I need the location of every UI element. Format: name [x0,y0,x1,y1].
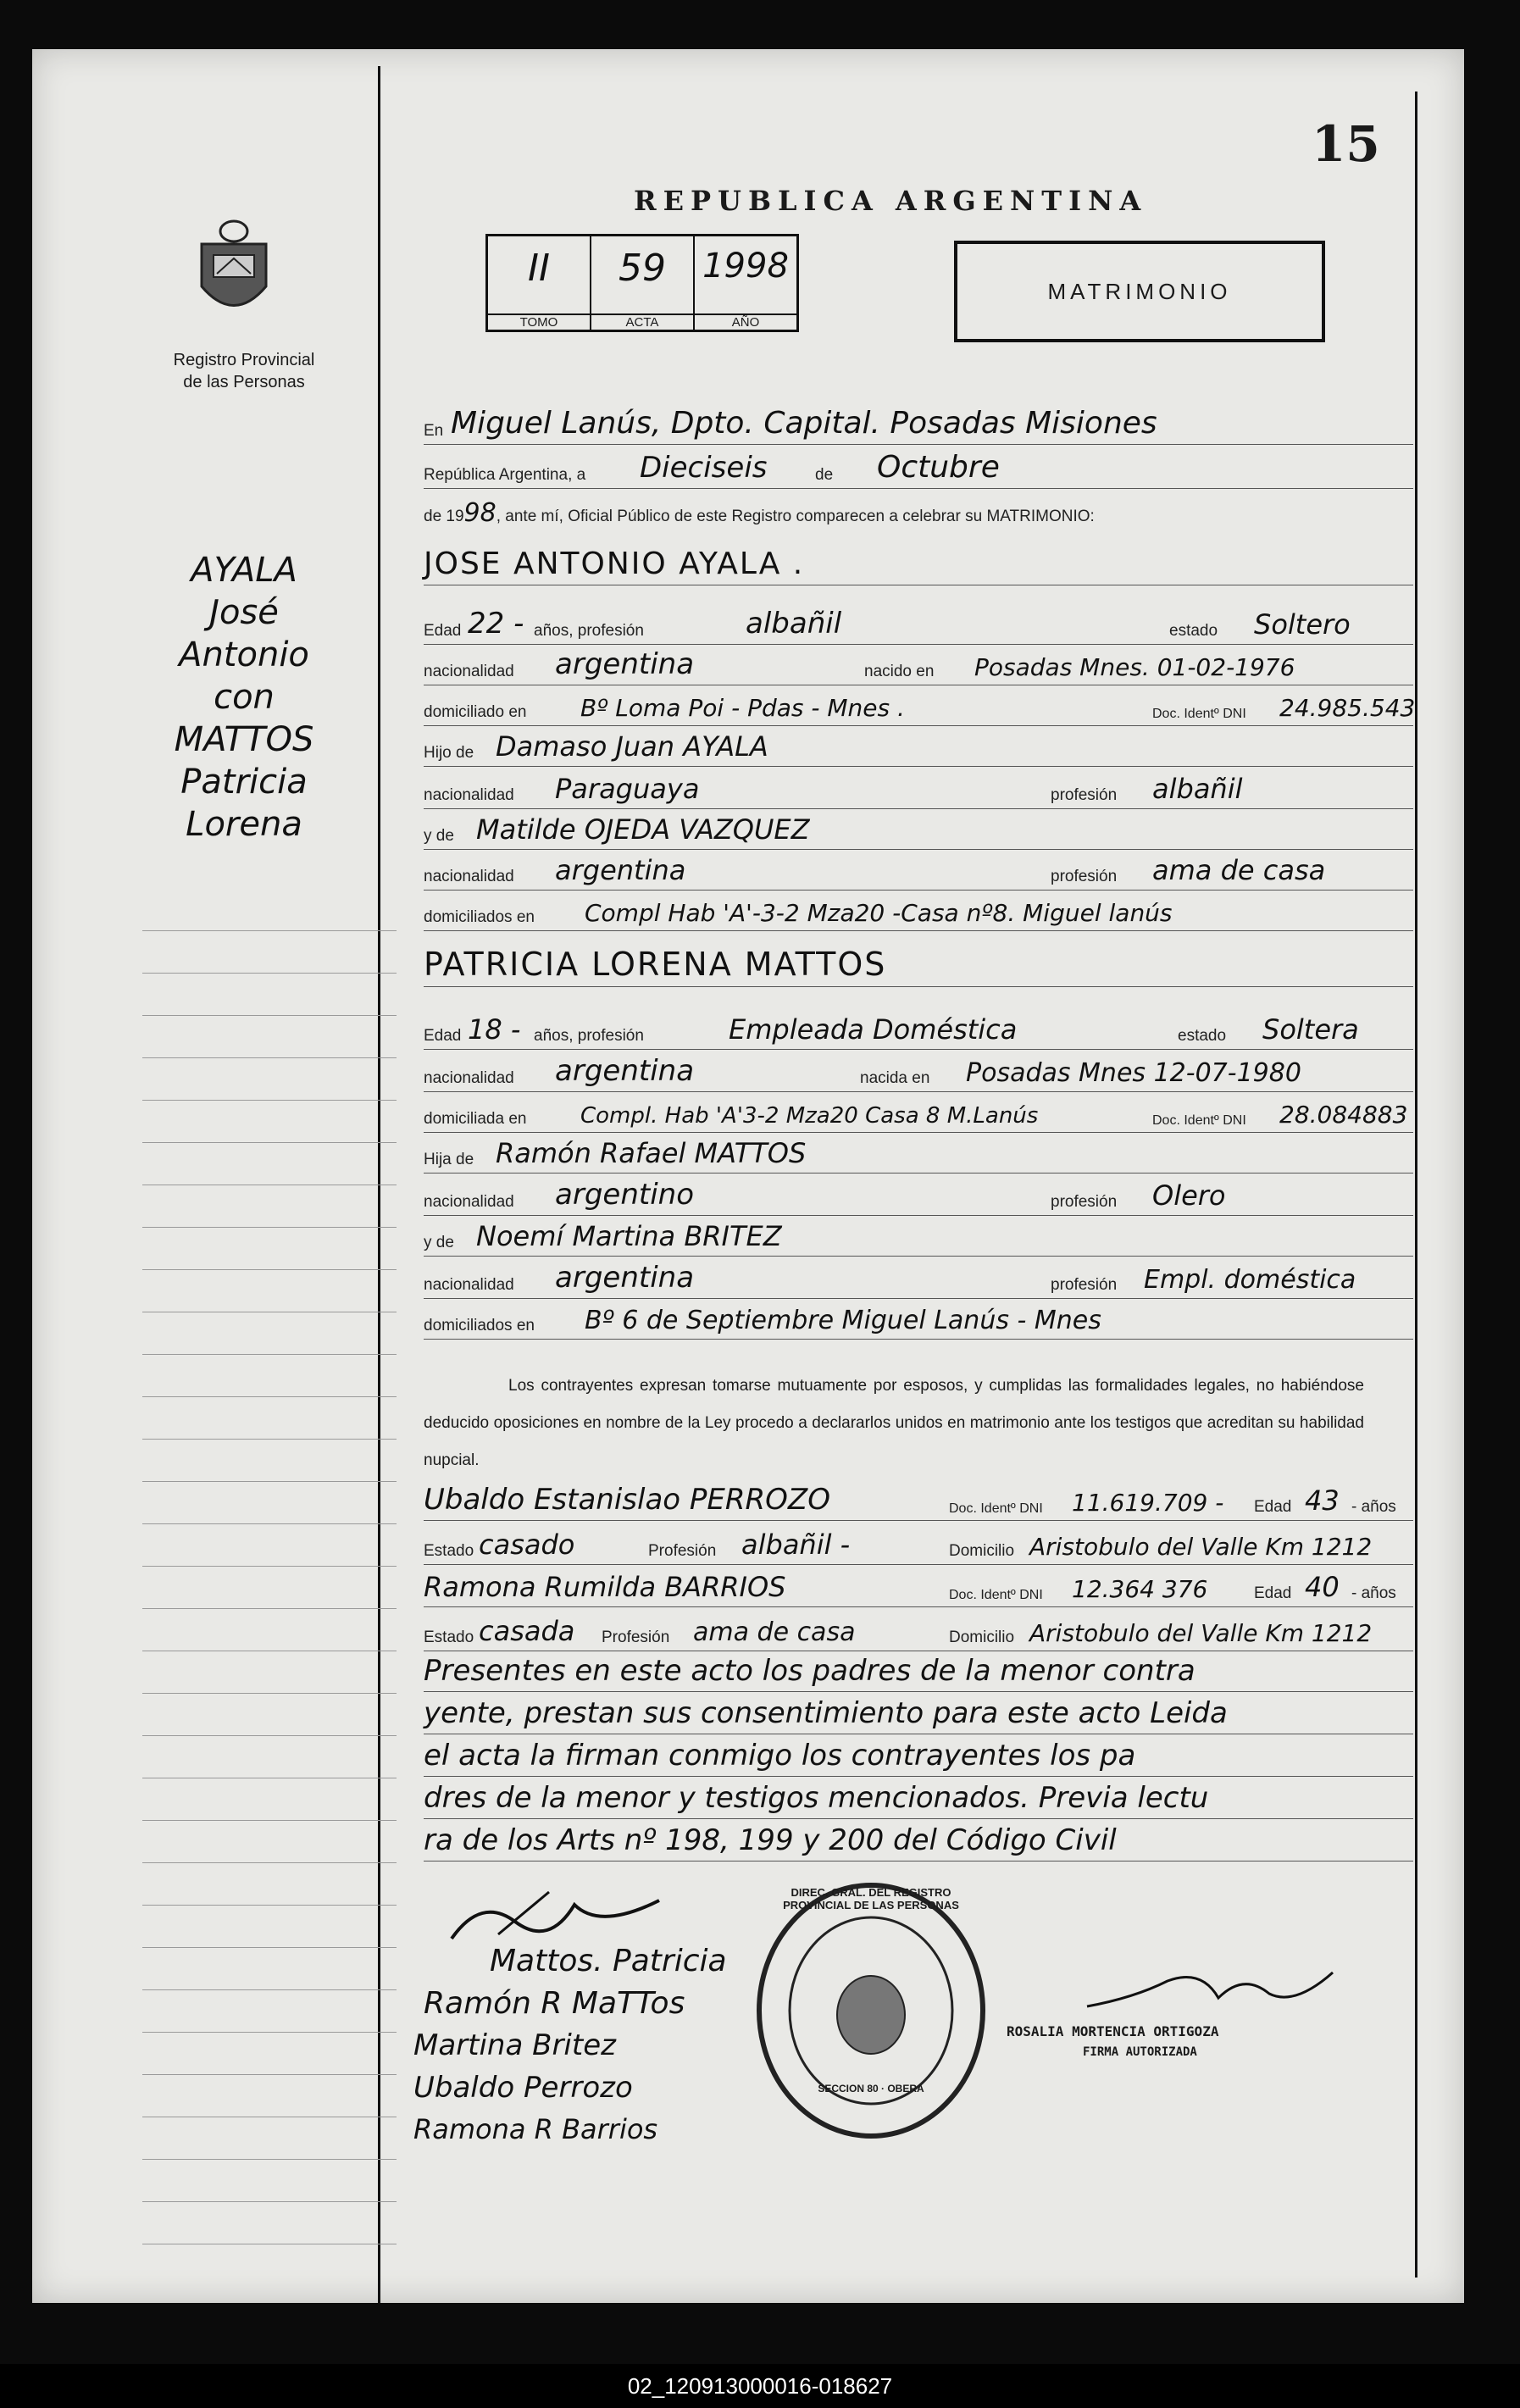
bride-address: Compl. Hab 'A'3-2 Mza20 Casa 8 M.Lanús [580,1103,1039,1129]
registry-name-line2: de las Personas [183,373,305,391]
groom-mother: Matilde OJEDA VAZQUEZ [476,813,810,846]
notes-line: el acta la firman conmigo los contrayentes los pa [424,1737,1413,1777]
witness-2-row: Ramona Rumilda BARRIOS Doc. Identº DNI 12.364 376 Edad 40 - años [424,1567,1413,1607]
margin-note-line: con [214,678,275,717]
margin-note-line: Lorena [186,805,302,844]
day-value: Dieciseis [640,451,768,485]
right-border [1415,92,1417,2278]
ano-value: 1998 [702,247,789,286]
year-suffix: 98 [463,498,496,528]
witness-2-address: Aristobulo del Valle Km 1212 [1029,1619,1373,1647]
witness-1-age: 43 [1305,1484,1340,1517]
witness-2-profession: ama de casa [693,1617,856,1647]
margin-note [142,549,346,846]
groom-mother-nat-row: nacionalidad argentina profesión ama de casa [424,851,1413,891]
groom-father-nat-row: nacionalidad Paraguaya profesión albañil [424,769,1413,809]
witness-1-detail-row: Estado casado Profesión albañil - Domicilio Aristobulo del Valle Km 1212 [424,1525,1413,1565]
bride-parents-address-row: domiciliados en Bº 6 de Septiembre Miguel Lanús - Mnes [424,1300,1413,1340]
groom-father-row: Hijo de Damaso Juan AYALA [424,727,1413,767]
bride-mother: Noemí Martina BRITEZ [476,1220,782,1252]
intro-year-row [424,498,1095,528]
margin-note-line: MATTOS [174,720,314,759]
groom-age-row: Edad 22 - años, profesión albañil estado Soltero [424,605,1413,645]
bride-age-row: Edad 18 - años, profesión Empleada Doméstica estado Soltera [424,1010,1413,1050]
groom-parents-address-row: domiciliados en Compl Hab 'A'-3-2 Mza20 -Casa nº8. Miguel lanús [424,891,1413,931]
notes-line: dres de la menor y testigos mencionados. Previa lectu [424,1779,1413,1819]
bride-father-row: Hija de Ramón Rafael MATTOS [424,1134,1413,1173]
signature-witness-1: Ubaldo Perrozo [413,2071,633,2105]
groom-nationality-row: nacionalidad argentina nacido en Posadas Mnes. 01-02-1976 [424,646,1413,685]
margin-note-line: Patricia [180,763,308,802]
bride-mother-row: y de Noemí Martina BRITEZ [424,1217,1413,1257]
de-label: de [815,466,834,484]
tomo-label: TOMO [488,313,590,330]
groom-name-row [424,546,1413,585]
groom-birthplace: Posadas Mnes. 01-02-1976 [974,653,1295,681]
bride-father-nationality: argentino [555,1178,694,1212]
witness-2-dni: 12.364 376 [1072,1575,1208,1603]
intro-statement: , ante mí, Oficial Público de este Registro comparecen a celebrar su MATRIMONIO: [496,508,1095,525]
document-page [32,49,1464,2303]
bride-mother-nationality: argentina [555,1261,695,1295]
bride-age: 18 - [468,1013,521,1046]
groom-address: Bº Loma Poi - Pdas - Mnes . [580,694,905,722]
stamp-inner-text: SECCION 80 · OBERA [818,2083,924,2095]
notes-line: yente, prestan sus consentimiento para este acto Leida [424,1695,1413,1734]
groom-dni: 24.985.543 [1279,694,1416,722]
signature-bride-mother: Martina Britez [413,2028,616,2062]
bride-dni: 28.084883 [1279,1101,1408,1129]
groom-name: JOSE ANTONIO AYALA . [424,547,805,581]
witness-1-civil-status: casado [479,1529,575,1561]
witness-2-civil-status: casada [479,1615,575,1647]
ano-label: AÑO [695,313,796,330]
acta-value: 59 [619,247,666,290]
republica-label: República Argentina, a [424,466,586,484]
official-name: ROSALIA MORTENCIA ORTIGOZA [1007,2023,1219,2039]
coat-of-arms-icon [191,214,276,325]
official-signature-icon [1083,1964,1337,2019]
en-label: En [424,422,444,440]
groom-signature-icon [447,1888,668,1951]
groom-mother-profession: ama de casa [1152,854,1326,886]
bride-nationality-row: nacionalidad argentina nacida en Posadas Mnes 12-07-1980 [424,1052,1413,1092]
bride-profession: Empleada Doméstica [729,1013,1018,1046]
margin-note-line: AYALA [191,551,297,590]
tomo-value: II [528,247,550,290]
month-value: Octubre [877,450,1000,485]
registry-seal-stamp [752,1879,990,2142]
country-heading: REPUBLICA ARGENTINA [634,185,1148,217]
bride-name-row [424,947,1413,987]
bride-father-nat-row: nacionalidad argentino profesión Olero [424,1176,1413,1216]
stamp-ring-text: DIREC. GRAL. DEL REGISTRO PROVINCIAL DE LAS PERSONAS [783,1886,959,1911]
witness-1-row: Ubaldo Estanislao PERROZO Doc. Identº DNI 11.619.709 - Edad 43 - años [424,1481,1413,1521]
margin-note-line: José [209,593,279,632]
bride-mother-profession: Empl. doméstica [1144,1265,1356,1295]
bride-address-row: domiciliada en Compl. Hab 'A'3-2 Mza20 Casa 8 M.Lanús Doc. Identº DNI 28.084883 [424,1093,1413,1133]
notes-line: ra de los Arts nº 198, 199 y 200 del Código Civil [424,1822,1413,1861]
intro-place-row [424,405,1413,445]
official-title: FIRMA AUTORIZADA [1083,2045,1197,2059]
witness-2-age: 40 [1305,1571,1340,1603]
registry-name-line1: Registro Provincial [173,351,315,369]
bride-mother-nat-row: nacionalidad argentina profesión Empl. doméstica [424,1259,1413,1299]
margin-note-line: Antonio [179,635,309,674]
bride-nationality: argentina [555,1054,695,1088]
witness-2-detail-row: Estado casada Profesión ama de casa Domicilio Aristobulo del Valle Km 1212 [424,1612,1413,1651]
year-prefix: de 19 [424,508,464,525]
groom-parents-address: Compl Hab 'A'-3-2 Mza20 -Casa nº8. Miguel lanús [585,899,1173,927]
witness-1-dni: 11.619.709 - [1072,1489,1224,1517]
tomo-acta-ano-table [485,234,799,332]
bride-civil-status: Soltera [1262,1013,1359,1046]
groom-profession: albañil [746,607,842,641]
groom-father: Damaso Juan AYALA [496,730,768,763]
acta-label: ACTA [591,313,693,330]
bride-name: PATRICIA LORENA MATTOS [424,946,887,983]
groom-father-profession: albañil [1152,773,1243,805]
notes-line: Presentes en este acto los padres de la menor contra [424,1652,1413,1692]
signature-witness-2: Ramona R Barrios [413,2113,658,2145]
scan-id-footer: 02_120913000016-018627 [0,2364,1520,2408]
groom-father-nationality: Paraguaya [555,773,700,805]
groom-mother-nationality: argentina [555,854,686,886]
signature-bride: Mattos. Patricia [490,1944,727,1978]
groom-mother-row: y de Matilde OJEDA VAZQUEZ [424,810,1413,850]
bride-parents-address: Bº 6 de Septiembre Miguel Lanús - Mnes [585,1306,1101,1335]
witness-1-profession: albañil - [741,1529,851,1561]
groom-civil-status: Soltero [1254,608,1351,641]
intro-date-row [424,449,1413,489]
act-type-label: MATRIMONIO [1047,278,1232,304]
bride-father: Ramón Rafael MATTOS [496,1137,807,1169]
place-value: Miguel Lanús, Dpto. Capital. Posadas Misiones [451,406,1157,441]
declaration-text: Los contrayentes expresan tomarse mutuamente por esposos, y cumplidas las formalidades legales, no habiéndose deducido oposiciones en nombre de la Ley procedo a declararlos unidos en matrimonio ante los testigos que acreditan su habilidad nupcial. [424,1377,1364,1469]
bride-birthplace: Posadas Mnes 12-07-1980 [966,1058,1301,1088]
signature-bride-father: Ramón R MaTTos [424,1986,685,2021]
witness-2-name: Ramona Rumilda BARRIOS [424,1571,786,1603]
groom-nationality: argentina [555,647,695,681]
groom-age: 22 - [468,607,524,641]
bride-father-profession: Olero [1152,1179,1226,1212]
witness-1-address: Aristobulo del Valle Km 1212 [1029,1533,1373,1561]
page-number: 15 [1312,115,1380,173]
witness-1-name: Ubaldo Estanislao PERROZO [424,1483,830,1517]
groom-address-row: domiciliado en Bº Loma Poi - Pdas - Mnes . Doc. Identº DNI 24.985.543 [424,686,1413,726]
act-type-box [954,241,1325,342]
